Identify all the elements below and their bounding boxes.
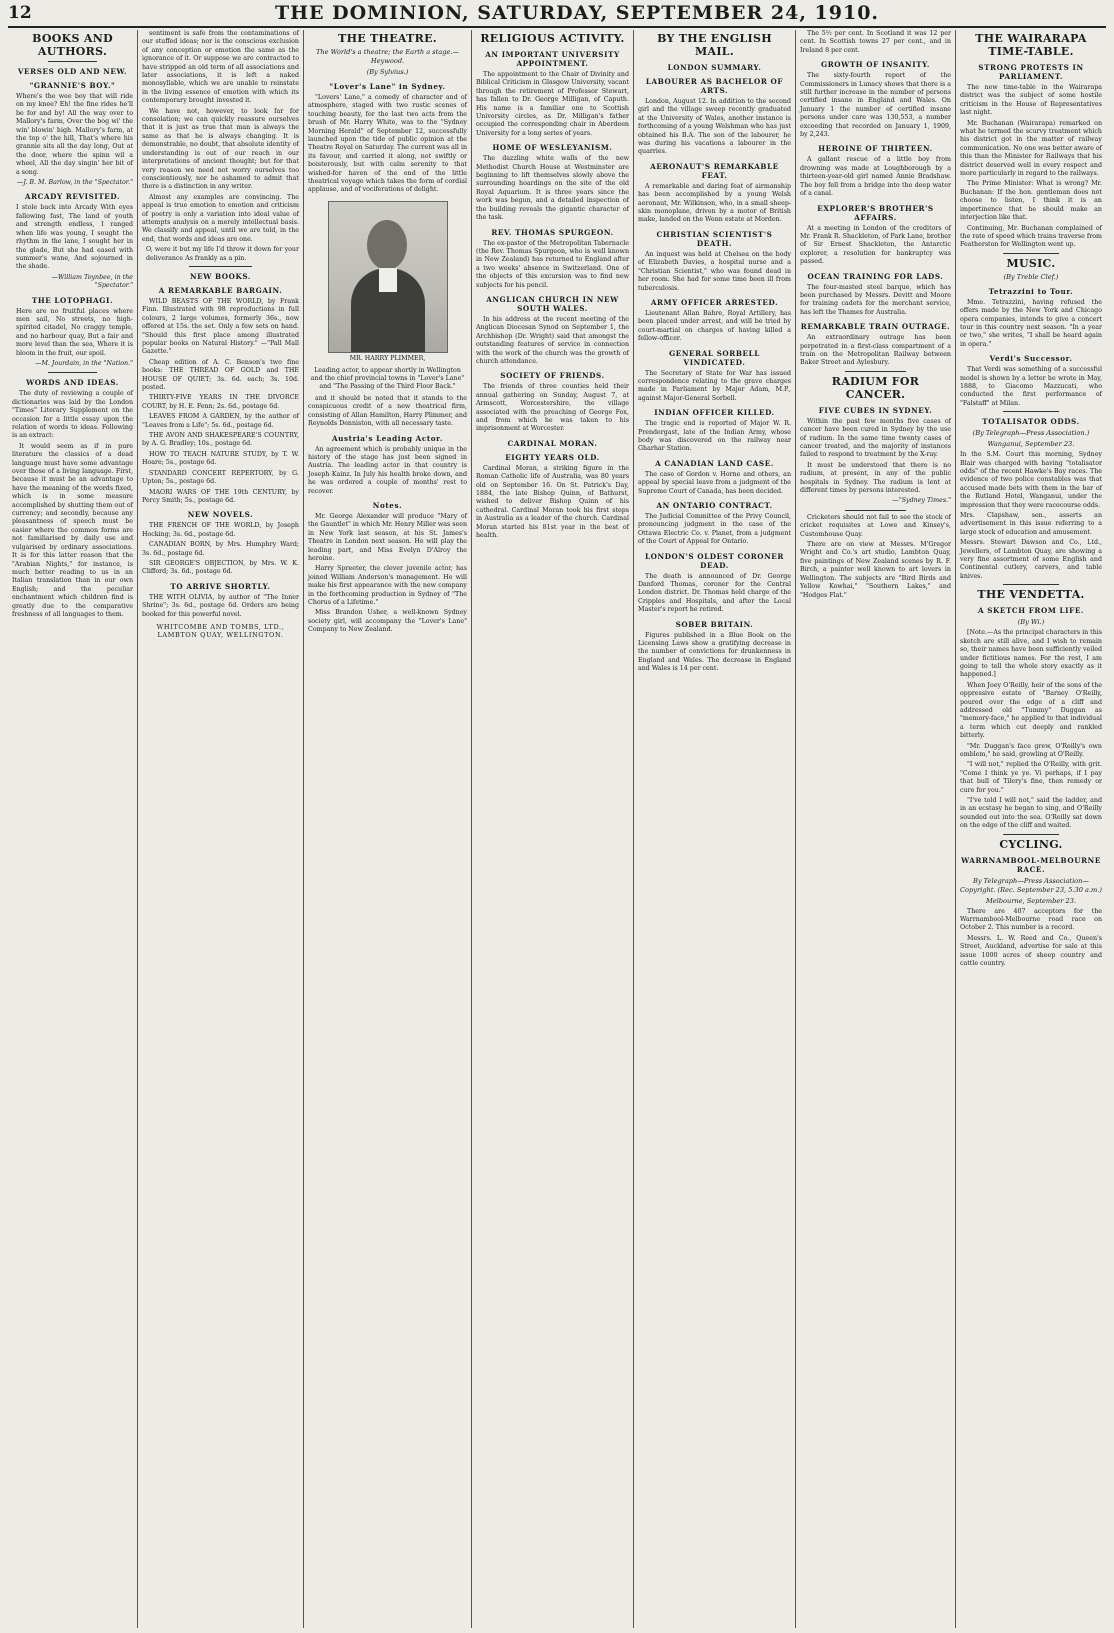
section-title: CYCLING. [999, 837, 1063, 851]
headline: GENERAL SORBELL VINDICATED. [669, 348, 760, 367]
article-paragraph: The ex-pastor of the Metropolitan Tabernacle (the Rev. Thomas Spurgeon, who is well known in New Zealand) has returned to England after a two weeks' absence in Switzerland. One of the objects of this excursion was to find new subjects for his pencil. [476, 239, 629, 289]
dateline: By Telegraph—Press Association—Copyright. (Rec. September 23, 5.30 a.m.) [960, 876, 1102, 894]
divider [189, 266, 252, 267]
article-paragraph: Lieutenant Allan Bahre, Royal Artillery, has been placed under arrest, and will be tried by court-martial on charges of having killed a fellow-officer. [638, 309, 791, 343]
headline: ARCADY REVISITED. [24, 192, 121, 202]
columns [8, 30, 1106, 1630]
section-title: THE THEATRE. [338, 32, 437, 45]
book-listing: THE WITH OLIVIA, by author of "The Inner Shrine"; 3s. 6d., postage 6d. Orders are being booked for this powerful novel. [142, 593, 299, 618]
headline: AN IMPORTANT UNIVERSITY APPOINTMENT. [485, 50, 620, 68]
book-listing: Cheap edition of A. C. Benson's two fine books: THE THREAD OF GOLD and THE HOUSE OF QUIET; 3s. 6d. each; 3s. 10d. posted. [142, 358, 299, 392]
headline: TOTALISATOR ODDS. [982, 417, 1080, 427]
article-paragraph: The Prime Minister: What is wrong? Mr. Buchanan: If the hon. gentleman does not choose to listen, I think it is an impertinence that he should make an interjection like that. [960, 180, 1102, 222]
section-title: MUSIC. [1006, 256, 1056, 270]
book-listing: SIR GEORGE'S OBJECTION, by Mrs. W. K. Clifford; 3s. 6d., postage 6d. [142, 559, 299, 576]
notice-paragraph: Mrs. Clapshaw, sen., asserts an advertisement in this issue referring to a large stock of education and amusement. [960, 512, 1102, 536]
divider [1003, 253, 1060, 254]
headline: LONDON SUMMARY. [667, 63, 762, 72]
masthead [8, 0, 1106, 28]
article-paragraph: Harry Spreeter, the clever juvenile actor, has joined William Anderson's management. He will make his first appearance with the new company in the forthcoming production in Sydney of "The Chorus of a Lifetime." [308, 565, 467, 606]
headline: WARRNAMBOOL-MELBOURNE RACE. [961, 855, 1101, 874]
byline: (By Sylvius.) [366, 68, 409, 76]
byline: —William Toynbee, in the "Spectator." [51, 273, 133, 290]
book-listing: WILD BEASTS OF THE WORLD, by Frank Finn. Illustrated with 98 reproductions in full colours, 2 large volumes, formerly 36s., now offered at 15s. the set. Only a few sets on hand. "Should this first place among illustrated popular books on Natural History." —"Pall Mall Gazette." [142, 297, 299, 356]
headline: GROWTH OF INSANITY. [820, 60, 931, 70]
headline: OCEAN TRAINING FOR LADS. [807, 271, 944, 281]
headline: SOBER BRITAIN. [675, 619, 754, 629]
column-theatre [304, 30, 472, 1628]
poem-text: Where's the wee boy that will ride on my knee? Eh! the fine rides he'll be for and by! All the way over to Mallory's farm, Over the bog wi' the win' blowin' high. Mallory's farm, at the top o' the hill, That's where his grannie sits all the day long, Out at the door, where the spinn wil a wheel, All the day singin' her bit of a song. [16, 93, 133, 176]
headline: Tetrazzini to Tour. [988, 286, 1074, 296]
headline: TO ARRIVE SHORTLY. [170, 581, 271, 591]
divider [1003, 584, 1060, 585]
headline: EIGHTY YEARS OLD. [505, 452, 600, 462]
article-paragraph: We have not, however, to look far for consolation; we can quickly reassure ourselves that it is just as true that man is always the same as that he is always changing. It is demonstrable, no doubt, that absolute identity of understanding is out of our reach in our interpretations of ancient thought; but for that very reason we need not worry ourselves too conscientiously, nor be ashamed to admit that there is a distinction in any writer. [142, 107, 299, 191]
notice-paragraph: Cricketers should not fail to see the stock of cricket requisites at Lowe and Kinsey's, Customhouse Quay. [800, 513, 951, 538]
photo-collar [379, 268, 397, 292]
article-paragraph: When Joey O'Reilly, heir of the sons of the oppressive estate of "Barney O'Reilly, poured over the edge of a cliff and addressed old "Tummy" Duggan as "memory-face," he applied to that individual a term which cut deeply and rankled bitterly. [960, 681, 1102, 740]
photo-caption: Leading actor, to appear shortly in Wellington and the chief provincial towns in "Lover's Lane" and "The Passing of the Third Floor Back." [310, 366, 465, 390]
headline: REV. THOMAS SPURGEON. [491, 227, 614, 237]
book-listing: STANDARD CONCERT REPERTORY, by G. Upton; 5s., postage 6d. [142, 469, 299, 486]
headline: A REMARKABLE BARGAIN. [158, 285, 283, 295]
book-listing: THE AVON AND SHAKESPEARE'S COUNTRY, by A. G. Bradley; 10s., postage 6d. [142, 432, 299, 448]
section-title: BOOKS AND AUTHORS. [32, 32, 113, 58]
section-title: THE VENDETTA. [977, 588, 1085, 602]
article-paragraph: The dazzling white walls of the new Methodist Church House at Westminster are beginning to lift themselves slowly above the surrounding hoardings on the site of the old Royal Aquarium. It is three years since the work was begun, and a detailed inspection of the building reveals the gigantic character of the task. [476, 155, 629, 222]
headline: VERSES OLD AND NEW. [17, 67, 128, 76]
book-listing: THIRTY-FIVE YEARS IN THE DIVORCE COURT, by H. E. Fenn; 2s. 6d., postage 6d. [142, 394, 299, 410]
page-number: 12 [8, 3, 32, 23]
article-paragraph: The Judicial Committee of the Privy Council, pronouncing judgment in the case of the Ottawa Electric Co. v. Planet, from a judgment of the Court of Appeal for Ontario. [638, 513, 791, 546]
article-paragraph: Mme. Tetrazzini, having refused the offers made by the New York and Chicago opera companies, intends to give a concert tour in this country next season. "In a year or two," she writes, "I shall be heard again in opera." [960, 298, 1102, 348]
article-paragraph: "I will not," replied the O'Reilly, with grit. "Come I think ye ye. Vi perhaps, if I pay that bull of Tilery's fine, then remedy or cure for you." [960, 761, 1102, 794]
headline: EXPLORER'S BROTHER'S AFFAIRS. [817, 203, 934, 222]
headline: NEW NOVELS. [187, 510, 254, 520]
headline: NEW BOOKS. [189, 271, 252, 281]
headline: STRONG PROTESTS IN PARLIAMENT. [978, 63, 1084, 81]
article-paragraph: The Secretary of State for War has issued correspondence relating to the grave charges made in Parliament by Major Adam, M.P., against Major-General Sorbell. [638, 369, 791, 402]
column-books-continued [138, 30, 304, 1628]
poem-text: Here are no fruitful places where men sail, No streets, no high-spirited citadel, No craggy temple, and no harbour quay, But a fair and more level than the sea, Where it is bloom in the fruit, our spoil. [16, 307, 133, 357]
article-paragraph: "I've told I will not," said the ladder, and in an ecstasy he began to sing, and O'Reilly sounded out into the sea. O'Reilly sat down on the edge of the cliff and waited. [960, 797, 1102, 830]
newspaper-title: THE DOMINION, SATURDAY, SEPTEMBER 24, 1910. [274, 2, 880, 24]
headline: A SKETCH FROM LIFE. [977, 606, 1085, 616]
article-paragraph: The friends of three counties held their annual gathering on Sunday, August 7, at Armscott, Worcestershire, the village associated with the preaching of George Fox, and from which he was taken to his imprisonment at Worcester. [476, 383, 629, 433]
column-religious [472, 30, 634, 1628]
photo-caption-name: MR. HARRY PLIMMER, [349, 354, 426, 362]
headline: HEROINE OF THIRTEEN. [818, 144, 933, 154]
article-paragraph: That Verdi was something of a successful model is shown by a letter he wrote in May, 1888, to Giacomo Mazzucati, who conducted the first performance of "Falstaff" at Milan. [960, 366, 1102, 407]
column-english-mail-continued [796, 30, 956, 1628]
headline: INDIAN OFFICER KILLED. [654, 408, 775, 418]
article-paragraph: An extraordinary outrage has been perpetrated in a first-class compartment of a train on the Metropolitan Railway between Baker Street and Aylesbury. [800, 334, 951, 367]
headline: CARDINAL MORAN. [507, 438, 598, 448]
article-paragraph: The new time-table in the Wairarapa district was the subject of some hostile criticism in the House of Representatives last night. [960, 84, 1102, 117]
headline: Verdi's Successor. [989, 354, 1073, 364]
article-paragraph: The tragic end is reported of Major W. R. Prendergast, late of the Indian Army, whose body was discovered on the railway near Gharhar Station. [638, 420, 791, 453]
headline: REMARKABLE TRAIN OUTRAGE. [800, 322, 951, 332]
portrait-photo [328, 201, 448, 353]
divider [845, 371, 905, 372]
article-paragraph: A remarkable and daring feat of airmanship has been accomplished by a young Welsh aeronaut, Mr. Wilkinson, who, in a small sheep-skin monoplane, driven by a motor of British make, landed on the Wenn estate at Morden. [638, 182, 791, 224]
quote-text: O, were it but my life I'd throw it down for your deliverance As frankly as a pin. [146, 246, 299, 262]
headline: THE LOTOPHAGI. [31, 295, 114, 305]
article-paragraph: Miss Brandon Usher, a well-known Sydney society girl, will accompany the "Lover's Lane" Company to New Zealand. [308, 609, 467, 634]
article-paragraph: At a meeting in London of the creditors of Mr. Frank R. Shackleton, of Park Lane, brother of Sir Ernest Shackleton, the Antarctic explorer, a resolution for bankruptcy was passed. [800, 224, 951, 266]
article-paragraph: London, August 12. In addition to the second girl and the village sweep recently graduated at the University of Wales, another instance is forthcoming of a young Welshman who has just obtained his B.A. The son of the labourer, he was during his vacations a labourer in the quarries. [638, 98, 791, 156]
column-books-and-authors [8, 30, 138, 1628]
book-listing: HOW TO TEACH NATURE STUDY, by T. W. Hoare; 5s., postage 6d. [142, 450, 299, 467]
column-english-mail [634, 30, 796, 1628]
article-paragraph: "Lovers' Lane," a comedy of character and of atmosphere, staged with two rustic scenes of touching beauty, for the last two acts from the brush of Mr. Harry White, was to the "Sydney Morning Herald" of September 12, successfully launched upon the tide of public opinion at the Theatre Royal on Saturday. The current was all in its favour, and carried it along, not swiftly or boisterously, but with calm serenity to that wished-for haven of the end of the little theatrical voyage which takes the form of cordial applause, and of vociferations of delight. [308, 94, 468, 194]
headline: RADIUM FOR CANCER. [831, 374, 920, 401]
headline: CHRISTIAN SCIENTIST'S DEATH. [656, 229, 773, 248]
article-paragraph: "Mr. Duggan's face grew, O'Reilly's own emblem," he said, growling at O'Reilly. [960, 742, 1102, 758]
article-paragraph: Almost any examples are convincing. The appeal is true emotion to emotion and criticism of poetry is only a variation into ideal value of attempts analysis on a merely intellectual basis. We classify and appeal, until we are told, in the end, that words and ideas are one. [142, 193, 299, 243]
article-paragraph: [Note.—As the principal characters in this sketch are still alive, and I wish to remain so, their names have been sufficiently veiled under fictitious names. For the rest, I am going to tell the whole story exactly as it happened.] [960, 629, 1103, 679]
column-wairarapa-music-vendetta [956, 30, 1106, 1628]
article-paragraph: The appointment to the Chair of Divinity and Biblical Criticism in Glasgow University, vacant through the retirement of Professor Stewart, has fallen to Dr. George Milligan, of Caputh. His name is a familiar one to Scottish University circles, as Dr. Milligan's father occupied the corresponding chair in Aberdeen University for a long series of years. [476, 71, 629, 137]
byline: —M. Jourdain, in the "Nation." [35, 359, 133, 367]
article-paragraph: Figures published in a Blue Book on the Licensing Laws show a gratifying decrease in the number of convictions for drunkenness in England and Wales. The decrease in England and Wales is 14 per cent. [638, 631, 791, 673]
article-paragraph: Cardinal Moran, a striking figure in the Roman Catholic life of Australia, was 80 years old on September 16. On St. Patrick's Day, 1884, the late Bishop Quinn, of Bathurst, wished to deliver Bishop Quinn of his cathedral. Cardinal Moran took his first steps in Australia as a leader of the church. Cardinal Moran started his 81st year in the best of health. [476, 464, 629, 540]
headline: Notes. [372, 500, 403, 510]
article-paragraph: An agreement which is probably unique in the history of the stage has just been signed in Austria. The leading actor in that country is Joseph Kainz. In July his health broke down, and he was ordered a couple of months' rest to recover. [308, 445, 467, 495]
article-paragraph: An inquest was held at Chelsea on the body of Elizabeth Davies, a hospital nurse and a "Christian Scientist," who was found dead in her room. She had for some time been ill from tuberculosis. [638, 250, 791, 292]
headline: LONDON'S OLDEST CORONER DEAD. [645, 551, 784, 570]
headline: WORDS AND IDEAS. [26, 378, 119, 388]
section-title: THE WAIRARAPA TIME-TABLE. [975, 32, 1087, 58]
headline: AERONAUT'S REMARKABLE FEAT. [650, 161, 779, 180]
dateline: Wanganui, September 23. [987, 440, 1075, 449]
article-paragraph: Mr. Buchanan (Wairarapa) remarked on what he termed the scurvy treatment which his district got in the matter of railway communication. No one was better aware of this than the Minister for Railways that his district deserved well in every respect and more particularly in regard to the railways. [960, 119, 1102, 178]
headline: FIVE CUBES IN SYDNEY. [818, 405, 933, 415]
book-listing: CANADIAN BORN, by Mrs. Humphry Ward; 3s. 6d., postage 6d. [142, 541, 299, 557]
article-paragraph: The case of Gordon v. Horne and others, an appeal by special leave from a judgment of the Supreme Court of Canada, has been decided. [638, 470, 791, 495]
notice-paragraph: Messrs. Stewart Dawson and Co., Ltd., Jewellers, of Lambton Quay, are showing a very fine assortment of some English and Continental cutlery, carvers, and table knives. [960, 539, 1102, 580]
section-title: BY THE ENGLISH MAIL. [657, 32, 772, 58]
headline: "GRANNIE'S BOY." [29, 81, 116, 90]
article-paragraph: The 5½ per cent. In Scotland it was 12 per cent. In Scottish towns 27 per cent., and in Ireland 8 per cent. [800, 30, 951, 54]
motto: The World's a theatre; the Earth a stage.—Heywood. [315, 48, 460, 65]
headline: Austria's Leading Actor. [332, 433, 443, 443]
advertiser-address: WHITCOMBE AND TOMBS, LTD., LAMBTON QUAY, WELLINGTON. [156, 622, 285, 640]
article-paragraph: Mr. George Alexander will produce "Mary of the Gauntlet" in which Mr. Henry Miller was seen in New York last season, at his St. James's Theatre in London next season. He will play the leading part, and Miss Evelyn D'Alroy the heroine. [308, 512, 467, 562]
headline: ARMY OFFICER ARRESTED. [650, 297, 779, 307]
article-paragraph: In his address at the recent meeting of the Anglican Diocesan Synod on September 1, the Archbishop (Dr. Wright) said that amongst the outstanding features of service in connection with the work of the church was the growth of church attendance. [476, 315, 629, 365]
book-listing: MAORI WARS OF THE 19th CENTURY, by Percy Smith; 5s., postage 6d. [142, 488, 299, 504]
byline: —"Sydney Times." [892, 497, 951, 505]
article-paragraph: It would seem as if in pure literature the classics of a dead language must have some advantage over those of a living language. First, because it must be an advantage to have the meaning of the words fixed, which is in some measure accomplished by shutting them out of currency; and secondly, because any pleasantness of speech must be easier where the common forms are not familiarised by daily use and vulgarised by ordinary associations. It is for this latter reason that the "Arabian Nights," for instance, is much better reading to us in an Italian translation than in our own English; and the peculiar enchantment which children find is greatly due to the comparative freshness of all languages to them. [12, 442, 133, 618]
divider [845, 510, 905, 511]
article-paragraph: The four-masted steel barque, which has been purchased by Messrs. Devitt and Moore for training cadets for the merchant service, has left the Thames for Australia. [800, 283, 951, 316]
headline: SOCIETY OF FRIENDS. [500, 371, 605, 381]
article-paragraph: The death is announced of Dr. George Danford Thomas, coroner for the Central London district. Dr. Thomas held charge of the Cripples and Hospitals, and after the Local Master's report he retired. [638, 572, 791, 614]
headline: LABOURER AS BACHELOR OF ARTS. [645, 77, 784, 95]
divider [1003, 834, 1060, 835]
article-paragraph: Within the past few months five cases of cancer have been cured in Sydney by the use of radium. In the same time twenty cases of cancer treated, and the majority of instances failed to respond to treatment by the X-ray. [800, 417, 951, 459]
article-paragraph: Continuing, Mr. Buchanan complained of the rate of speed which trains traverse from Featherston for Wellington went up. [960, 224, 1102, 249]
divider [1003, 411, 1060, 412]
divider [48, 372, 96, 373]
headline: AN ONTARIO CONTRACT. [656, 501, 773, 510]
notice-paragraph: There are on view at Messrs. M'Gregor Wright and Co.'s art studio, Lambton Quay, five paintings of New Zealand scenes by R. F. Birch, a painter well known to art lovers in Wellington. The subjects are "Bird Birds and Yellow Kowhai," "Southern Lakes," and "Hodges Flat." [800, 541, 951, 599]
headline: A CANADIAN LAND CASE. [655, 458, 774, 468]
byline: (By Treble Clef.) [1003, 272, 1059, 281]
headline: ANGLICAN CHURCH IN NEW SOUTH WALES. [486, 294, 619, 313]
article-paragraph: and it should be noted that it stands to the conspicuous credit of a new theatrical firm, consisting of Allan Hamilton, Harry Plimmer, and Reynolds Denniston, with all necessary taste. [308, 394, 467, 428]
dateline: (By Telegraph—Press Association.) [972, 429, 1090, 438]
section-title: RELIGIOUS ACTIVITY. [480, 32, 625, 45]
book-listing: LEAVES FROM A GARDEN, by the author of "Leaves from a Life"; 5s. 6d., postage 6d. [142, 413, 299, 429]
article-paragraph: sentiment is safe from the contaminations of our stuffed ideas; nor is the conscious exclusion of any conception or emotion the same as the ignorance of it. Or suppose we are contracted to have stripped an old term of all associations and later associations, it is left a naked monosyllable, which we are unable to reinstate in the living essence of emotion with which its contemporary brought invested it. [142, 30, 299, 105]
book-listing: THE FRENCH OF THE WORLD, by Joseph Hocking; 3s. 6d., postage 6d. [142, 522, 299, 538]
article-paragraph: There are 407 acceptors for the Warrnambool-Melbourne road race on October 2. This number is a record. [960, 907, 1102, 932]
notice-paragraph: Messrs. L. W. Reed and Co., Queen's Street, Auckland, advertise for sale at this issue 1000 acres of sheep country and cattle country. [960, 934, 1102, 968]
headline: HOME OF WESLEYANISM. [492, 143, 613, 153]
byline: (By Wi.) [1017, 618, 1045, 627]
byline: —J. B. M. Barlow, in the "Spectator." [17, 179, 133, 187]
article-paragraph: In the S.M. Court this morning, Sydney Blair was charged with having "totalisator odds" of the recent Hawke's Bay races. The evidence of two police constables was that accused made bets with them in the bar of the Rutland Hotel, Wanganui, under the impression that they were racecourse odds. [960, 451, 1102, 509]
article-paragraph: It must be understood that there is no radium, at present, in any of the public hospitals in Sydney. The radium is lent at different times by persons interested. [800, 461, 951, 495]
poem-text: I stole back into Arcady With eyes fallowing fast, The land of youth and strength endless, I ranged when life was young, I sought the rhythm in the lane, I sought her in the glade, But she had eased with summer's wane, And sojourned in the shade. [16, 204, 133, 271]
article-paragraph: The duty of reviewing a couple of dictionaries was laid by the London "Times" Literary Supplement on the occasion for a little essay upon the relation of words to ideas. Following is an extract: [12, 390, 133, 440]
article-paragraph: The sixty-fourth report of the Commissioners in Lunacy shows that there is a still further increase in the number of persons certified insane in England and Wales. On January 1 the number of certified insane persons under care was 130,553, a number exceeding that recorded on January 1, 1909, by 2,243. [800, 72, 951, 139]
divider [48, 61, 96, 62]
headline: "Lover's Lane" in Sydney. [329, 82, 446, 91]
dateline: Melbourne, September 23. [986, 896, 1076, 905]
photo-head [367, 220, 407, 270]
article-paragraph: A gallant rescue of a little boy from drowning was made at Loughborough by a thirteen-year-old girl named Annie Bradshaw. The boy fell from a bridge into the deep water of a canal. [800, 156, 951, 198]
